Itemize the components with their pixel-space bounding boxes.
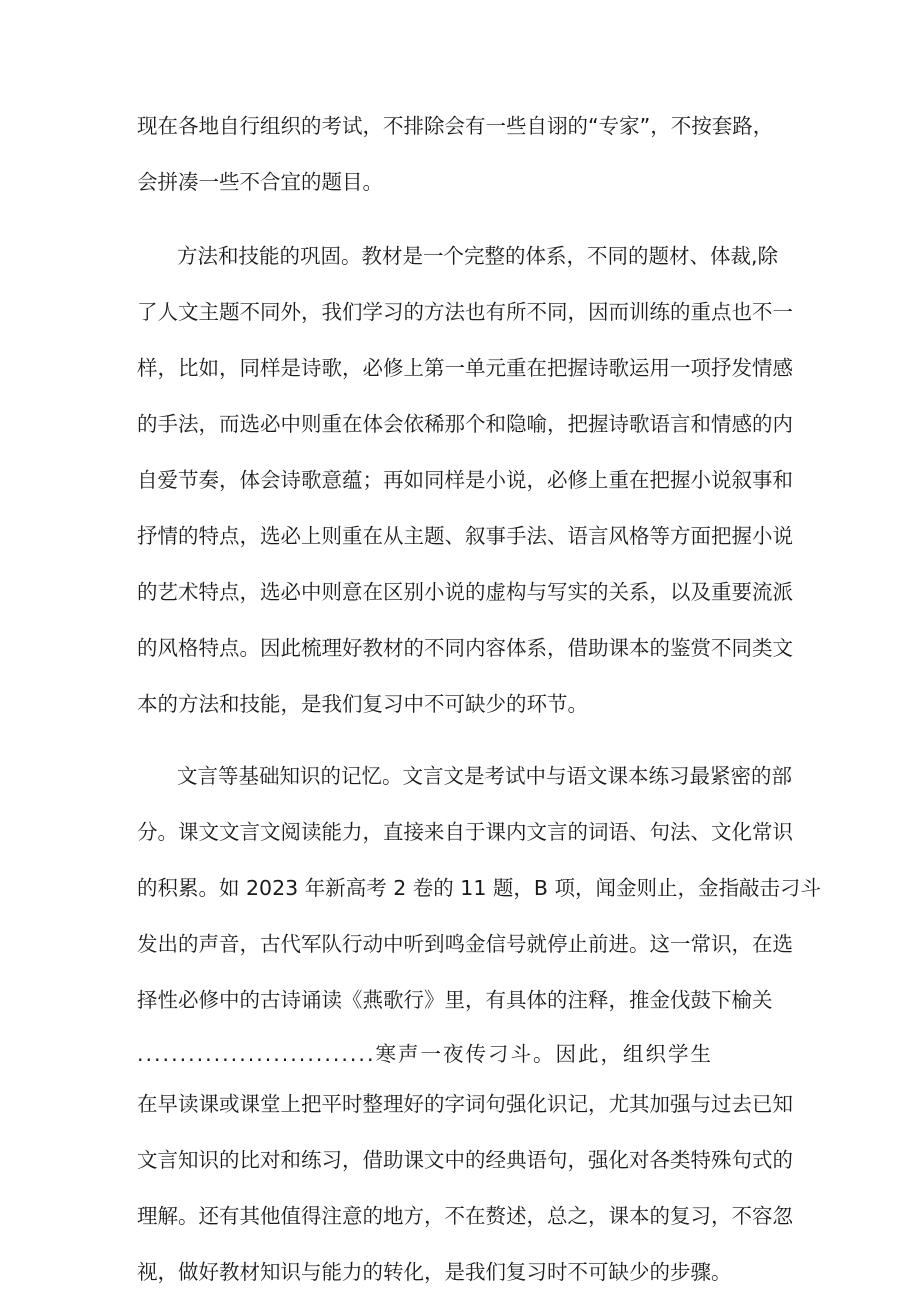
- text-line: 现在各地自行组织的考试，不排除会有一些自诩的“专家”，不按套路，: [137, 114, 774, 138]
- text-line: 发出的声音，古代军队行动中听到鸣金信号就停止前进。这一常识，在选: [137, 932, 793, 956]
- text-line: 的风格特点。因此梳理好教材的不同内容体系，借助课本的鉴赏不同类文: [137, 636, 793, 660]
- text-line: 视，做好教材知识与能力的转化，是我们复习时不可缺少的步骤。: [137, 1260, 732, 1284]
- text-line: 抒情的特点，选必上则重在从主题、叙事手法、语言风格等方面把握小说: [137, 524, 793, 548]
- text-line: 自爱节奏，体会诗歌意蕴；再如同样是小说，必修上重在把握小说叙事和: [137, 468, 793, 492]
- paragraph-start-line: 方法和技能的巩固。教材是一个完整的体系，不同的题材、体裁,除: [177, 244, 779, 268]
- text-line: 的手法，而选必中则重在体会依稀那个和隐喻，把握诗歌语言和情感的内: [137, 412, 793, 436]
- text-line: 样，比如，同样是诗歌，必修上第一单元重在把握诗歌运用一项抒发情感: [137, 356, 793, 380]
- text-line: 文言知识的比对和练习，借助课文中的经典语句，强化对各类特殊句式的: [137, 1148, 793, 1172]
- text-line: 分。课文文言文阅读能力，直接来自于课内文言的词语、句法、文化常识: [137, 820, 793, 844]
- text-line: 了人文主题不同外，我们学习的方法也有所不同，因而训练的重点也不一: [137, 300, 793, 324]
- text-line: 本的方法和技能，是我们复习中不可缺少的环节。: [137, 692, 588, 716]
- text-line: 理解。还有其他值得注意的地方，不在赘述，总之，课本的复习，不容忽: [137, 1204, 793, 1228]
- dotted-line: ............................寒声一夜传刁斗。因此，组织学生: [137, 1042, 713, 1066]
- paragraph-start-line: 文言等基础知识的记忆。文言文是考试中与语文课本练习最紧密的部: [177, 764, 792, 788]
- text-line: 会拼凑一些不合宜的题目。: [137, 170, 383, 194]
- text-line: 的积累。如 2023 年新高考 2 卷的 11 题，B 项，闻金则止，金指敲击刁斗: [137, 876, 821, 900]
- text-line: 在早读课或课堂上把平时整理好的字词句强化识记，尤其加强与过去已知: [137, 1092, 793, 1116]
- text-line: 择性必修中的古诗诵读《燕歌行》里，有具体的注释，推金伐鼓下榆关: [137, 988, 773, 1012]
- text-line: 的艺术特点，选必中则意在区别小说的虚构与写实的关系，以及重要流派: [137, 580, 793, 604]
